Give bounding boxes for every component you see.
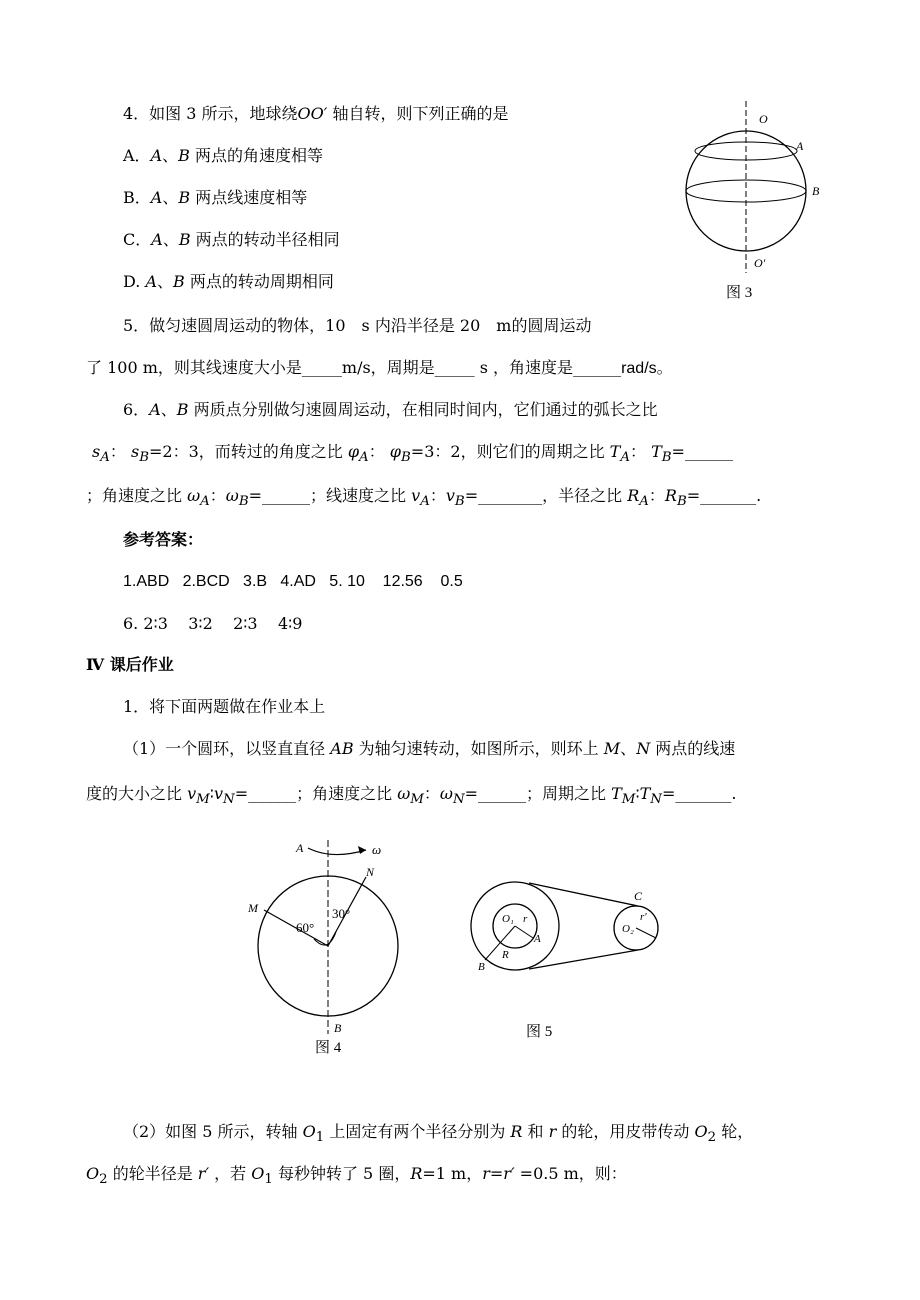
q6-blank-linear[interactable]: ________ <box>478 486 543 505</box>
q4-option-a: A．A、B 两点的角速度相等 <box>123 146 323 165</box>
fig3-caption: 图 3 <box>726 285 753 301</box>
fig5-label-b: B <box>478 961 485 973</box>
q6-blank-radius[interactable]: _______ <box>700 486 757 505</box>
fig5-radius-R <box>485 926 515 960</box>
q6-line1: 6．A、B 两质点分别做匀速圆周运动，在相同时间内，它们通过的弧长之比 <box>123 400 658 419</box>
fig4-label-a: A <box>296 841 304 855</box>
fig5-label-R: R <box>502 949 509 961</box>
hw-p2-line1: （2）如图 5 所示，转轴 $O_1$ 上固定有两个半径分别为 R 和 r 的轮，用皮带传动 $O_2$ 轮， <box>123 1122 754 1146</box>
fig5-radius-r <box>515 926 533 938</box>
fig4-caption: 图 4 <box>315 1040 342 1056</box>
hw-p2-line2: $O_2$ 的轮半径是 r′ ，若 $O_1$ 每秒钟转了 5 圈，R=1 m，r=r′ =0.5 m，则： <box>86 1164 627 1188</box>
fig3-label-a: A <box>796 139 804 153</box>
fig5-label-c: C <box>634 889 643 903</box>
fig5-radius-rp <box>636 928 656 938</box>
section-title: Ⅳ 课后作业 <box>86 655 174 674</box>
answers-line1: 1.ABD 2.BCD 3.B 4.AD 5. 10 12.56 0.5 <box>123 573 463 590</box>
hw-p1-line2: 度的大小之比 $v_M∶v_N=\_\_\_\_\_\_$；角速度之比 $\omega_M$：$\omega_N=\_\_\_\_\_\_$；周期之比 $T_M∶T_N=\_\_\_\_\_\_\_$. <box>86 784 737 808</box>
fig5-label-o1: O₁ <box>502 913 514 925</box>
q4-option-c: C．A、B 两点的转动半径相同 <box>123 230 340 249</box>
fig5-caption: 图 5 <box>526 1024 553 1040</box>
fig5-label-r: r <box>523 913 528 925</box>
q6-line3: ；角速度之比 $\omega_A$：$\omega_B=\_\_\_\_\_\_$；线速度之比 $v_A$：$v_B=\_\_\_\_\_\_\_\_$，半径之比 $R_A$：$R_B=\_\_\_\_\_\_\_$. <box>86 486 762 510</box>
fig4-rotation-arrow <box>308 848 366 855</box>
fig3-label-b: B <box>812 184 820 198</box>
fig4-angle-60: 60° <box>296 920 315 935</box>
q6-blank-angular[interactable]: ______ <box>262 486 311 505</box>
figure-4-ring <box>240 836 420 1066</box>
q5-blank-angular[interactable]: ______ <box>573 358 622 377</box>
q6-line2: $s_A$： $s_B=2$：3，而转过的角度之比 $\varphi_A$： $\varphi_B=3$：2，则它们的周期之比 $T_A$： $T_B=\_\_\_\_\_\_$ <box>92 442 733 466</box>
q4-option-b: B．A、B 两点线速度相等 <box>123 188 308 207</box>
q5-blank-velocity[interactable]: _____ <box>301 358 342 377</box>
q4-option-d: D. A、B 两点的转动周期相同 <box>123 272 334 291</box>
q5-line1: 5．做匀速圆周运动的物体，10 s 内沿半径是 20 m的圆周运动 <box>123 316 592 335</box>
answers-title: 参考答案： <box>123 530 204 549</box>
hw-item1: 1．将下面两题做在作业本上 <box>123 697 326 716</box>
fig5-belt-bottom <box>529 950 638 969</box>
fig3-label-o: O <box>759 112 768 126</box>
fig4-arrow-head <box>358 846 366 854</box>
fig5-label-o2: O₂ <box>622 923 634 935</box>
answers-line2: 6. 2∶3 3∶2 2∶3 4∶9 <box>123 614 303 633</box>
figure-5-belt-drive <box>470 880 670 1045</box>
q5-line2: 了 100 m，则其线速度大小是_____m/s，周期是_____ s ，角速度是______rad/s。 <box>86 358 673 377</box>
fig4-label-m: M <box>248 901 258 915</box>
fig4-angle-arc <box>314 932 336 945</box>
hw-blank-linear[interactable]: ______ <box>248 784 297 803</box>
fig5-label-r-prime: r′ <box>640 911 647 923</box>
hw-blank-period[interactable]: _______ <box>675 784 732 803</box>
q6-blank-period[interactable]: ______ <box>684 442 733 461</box>
hw-blank-angular[interactable]: ______ <box>478 784 527 803</box>
fig5-label-a: A <box>534 933 541 945</box>
fig4-label-omega: ω <box>372 842 382 857</box>
fig4-label-b: B <box>334 1021 342 1035</box>
figure-3-earth <box>670 95 830 310</box>
hw-p1-line1: （1）一个圆环，以竖直直径 AB 为轴匀速转动，如图所示，则环上 M、N 两点的线速 <box>123 739 736 758</box>
fig4-label-n: N <box>366 865 375 879</box>
q4-stem: 4．如图 3 所示，地球绕OO′ 轴自转，则下列正确的是 <box>123 104 509 123</box>
fig4-angle-30: 30° <box>332 906 351 921</box>
q5-blank-period[interactable]: _____ <box>434 358 475 377</box>
fig3-label-o-prime: O′ <box>754 256 766 270</box>
